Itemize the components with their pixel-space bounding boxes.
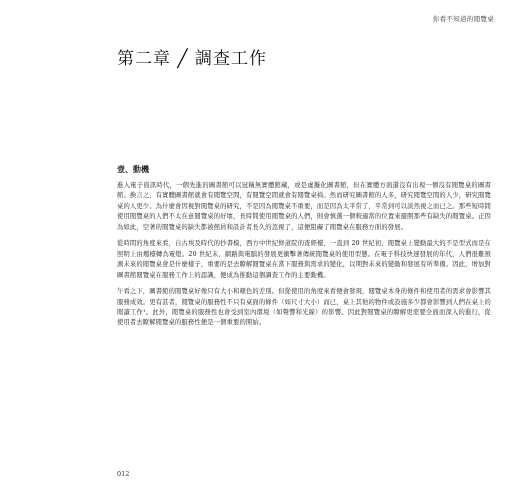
- chapter-title: 第二章 ╱ 調查工作: [117, 49, 268, 69]
- body-text: [117, 181, 491, 335]
- section-heading: 壹、動機: [117, 164, 149, 174]
- running-header: 你看不知道的閱覽桌: [432, 15, 494, 23]
- page-number: 012: [117, 470, 130, 478]
- paragraph: 從時間的角度來看，自古埃及時代的抄書模，西方中世紀修道院的查經檯，一直到 20 世紀初，閱覽桌上變動最大的不是型式而是在照明上由燭檯轉為電燈。20 世紀末，網路與電腦的發展更衝擊著傳統閱覽桌的使用型態。在電子科技快速發展的年代，人們很難預測未來的閱覽桌會是什麼樣子，重要的是去瞭解閱覽桌在當下服務與需求的變化，以期對未來的變動和發展有所準備。因此，增加對圖書館閱覽桌在服務工作上的認識，便成為推動這個調查工作的主要動機。: [117, 240, 491, 279]
- paragraph: 進入電子資訊時代，一個先進的圖書館可以冠稱無實體館藏，或是虛擬化圖書館，但在實體方面還沒有出現一個沒有閱覽桌的圖書館。換言之，有實體圖書館就會有閱覽空間，有閱覽空間就會有閱覽桌椅。然而研究圖書館的人多，研究閱覽空間的人少，研究閱覽桌的人更少。為什麼會因視對閱覽桌的研究，不是因為閱覽桌不重要，而是因為太平常了，平常到可以淡然視之而已之。那些短時間使用閱覽桌的人們不太在意閱覽桌的好壞，長時間使用閱覽桌的人們，則會慎選一個較適當的位置來避開那些有缺失的閱覽桌。正因為如此，空著的閱覽桌的缺失都被館員和設計者長久的忽視了，這便阻礙了閱覽桌在服務方面的發展。: [117, 182, 491, 231]
- paragraph: 午看之下，圖書館的閱覽桌好像只有大小和顏色的差別。但從使用的角度來看便會發現，閱覽桌本身的條件和使用者的需求會影響其服務成效。更有甚者，閱覽桌的服務性不只有桌面的條件（如尺寸大小）而已，桌上其他的物件或設施多少都會影響到人們在桌上的閱讀工作¹。此外，閱覽桌的服務性也會受到室內環境（如聲響和光線）的影響。因此對閱覽桌的瞭解更需要全面而深入的進行，從使用者去瞭解閱覽桌的服務性便是一個重要的開始。: [117, 288, 491, 327]
